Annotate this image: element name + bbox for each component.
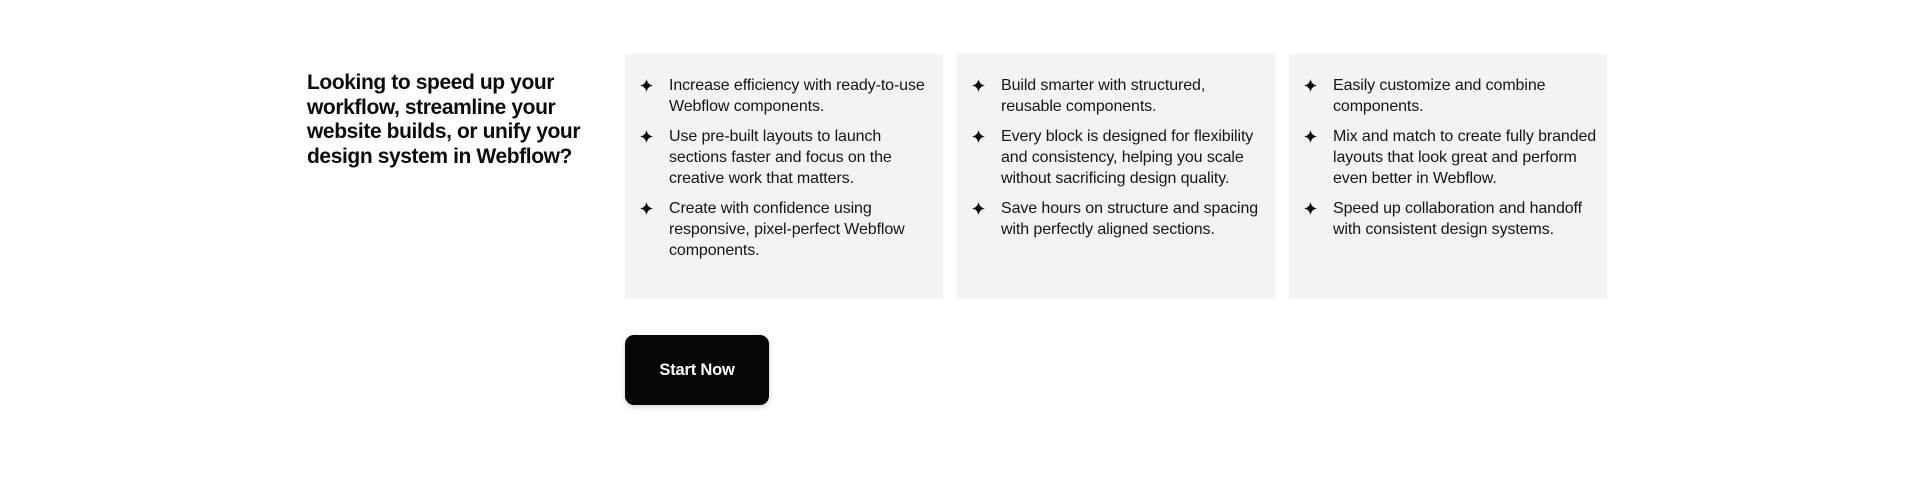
sparkle-bullet-icon	[1304, 130, 1317, 143]
list-item-line: Save hours on structure and spacing	[1001, 200, 1259, 217]
section-heading	[307, 71, 580, 169]
list-item-line: and consistency, helping you scale	[1001, 149, 1244, 166]
list-item-text	[669, 126, 892, 189]
sparkle-bullet-icon	[640, 79, 653, 92]
list-item-line: Speed up collaboration and handoff	[1333, 200, 1582, 217]
list-item-text	[1001, 198, 1258, 240]
list-item-line: with perfectly aligned sections.	[1001, 221, 1215, 238]
list-item	[972, 198, 1263, 240]
sparkle-bullet-icon	[972, 79, 985, 92]
benefit-cards-row	[625, 54, 1607, 298]
list-item-line: Increase efficiency with ready-to-use	[669, 77, 925, 94]
list-item-line: components.	[669, 242, 760, 259]
list-item	[972, 126, 1263, 189]
list-item-line: Use pre-built layouts to launch	[669, 128, 882, 145]
list-item-line: reusable components.	[1001, 98, 1157, 115]
list-item	[640, 126, 931, 189]
list-item-text	[1333, 126, 1596, 189]
list-item-line: Webflow components.	[669, 98, 825, 115]
list-item-line: sections faster and focus on the	[669, 149, 892, 166]
list-item-line: Mix and match to create fully branded	[1333, 128, 1597, 145]
list-item-line: Build smarter with structured,	[1001, 77, 1206, 94]
sparkle-bullet-icon	[640, 202, 653, 215]
heading-line: workflow, streamline your	[307, 95, 556, 119]
list-item-text	[1001, 126, 1253, 189]
list-item-text	[669, 75, 925, 117]
list-item-line: responsive, pixel-perfect Webflow	[669, 221, 905, 238]
sparkle-bullet-icon	[1304, 202, 1317, 215]
list-item-line: creative work that matters.	[669, 170, 854, 187]
list-item	[1304, 126, 1595, 189]
sparkle-bullet-icon	[640, 130, 653, 143]
list-item-line: components.	[1333, 98, 1424, 115]
sparkle-bullet-icon	[1304, 79, 1317, 92]
heading-line: Looking to speed up your	[307, 71, 555, 94]
benefit-card-efficiency	[625, 54, 943, 298]
list-item-line: even better in Webflow.	[1333, 170, 1497, 187]
sparkle-bullet-icon	[972, 202, 985, 215]
list-item-line: Every block is designed for flexibility	[1001, 128, 1254, 145]
list-item-text	[669, 198, 905, 261]
heading-line: website builds, or unify your	[307, 120, 581, 143]
list-item-line: Easily customize and combine	[1333, 77, 1546, 94]
benefit-card-customize	[1289, 54, 1607, 298]
list-item-line: layouts that look great and perform	[1333, 149, 1577, 166]
benefit-card-structure	[957, 54, 1275, 298]
list-item	[640, 75, 931, 117]
list-item-line: Create with confidence using	[669, 200, 872, 217]
start-now-button[interactable]: Start Now	[625, 335, 769, 405]
list-item-line: with consistent design systems.	[1333, 221, 1554, 238]
heading-line: design system in Webflow?	[307, 144, 572, 168]
list-item-text	[1333, 75, 1545, 117]
sparkle-bullet-icon	[972, 130, 985, 143]
list-item-line: without sacrificing design quality.	[1001, 170, 1230, 187]
list-item	[1304, 75, 1595, 117]
list-item	[640, 198, 931, 261]
list-item	[972, 75, 1263, 117]
list-item-text	[1001, 75, 1205, 117]
list-item	[1304, 198, 1595, 240]
list-item-text	[1333, 198, 1582, 240]
